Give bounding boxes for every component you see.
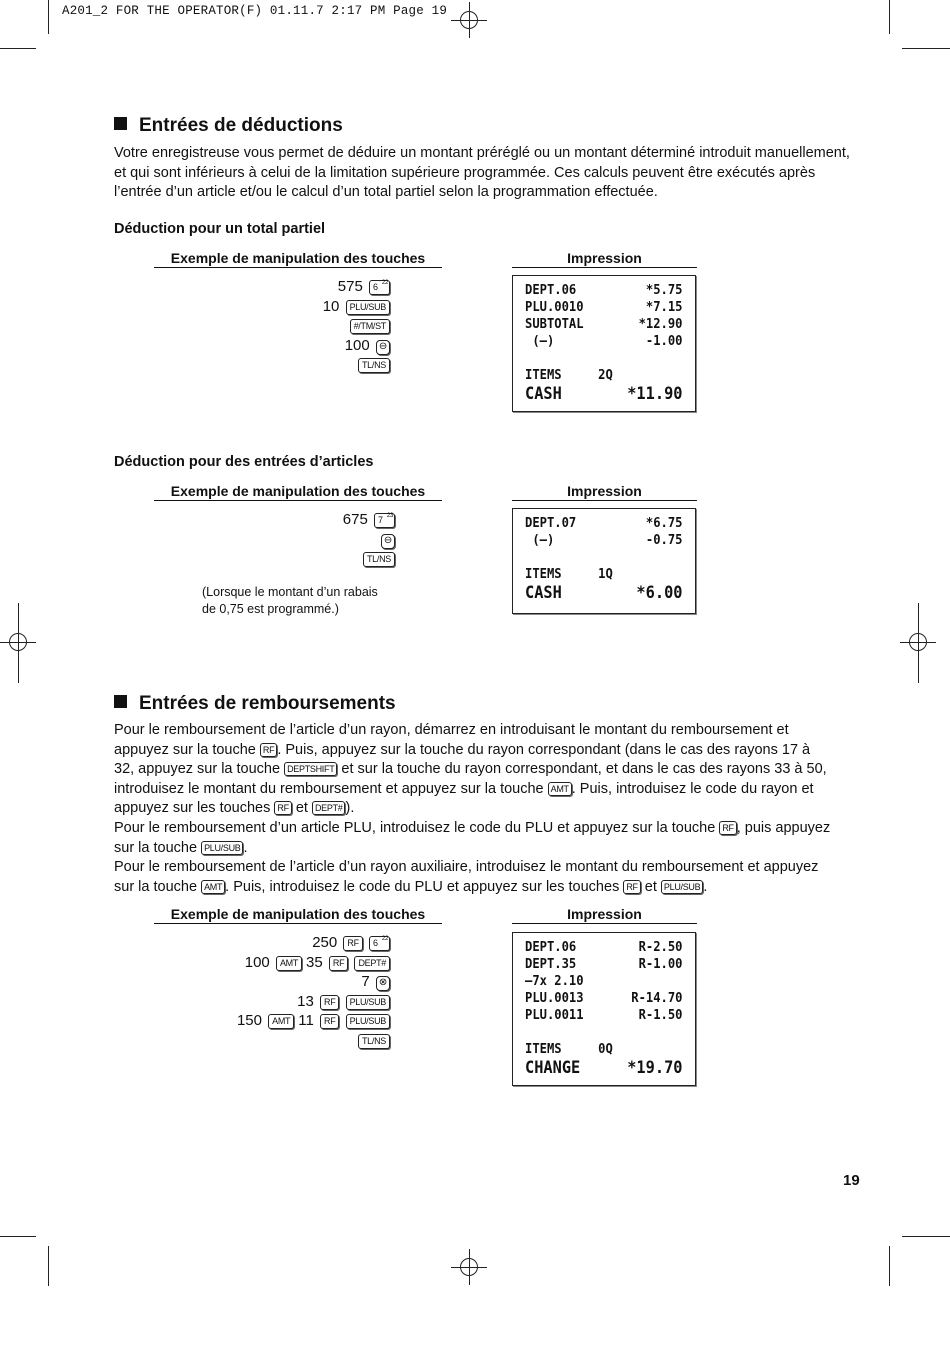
key-row [200, 1031, 390, 1051]
key-plu-sub-icon: PLU/SUB [346, 995, 390, 1010]
key-rf-icon: RF [329, 956, 348, 971]
crop-mark [889, 0, 890, 34]
receipt-value: R-1.00 [638, 956, 683, 972]
key-row [200, 297, 390, 317]
key-7-icon: 7 23 [374, 513, 395, 528]
receipt-label: DEPT.35 [525, 956, 577, 972]
key-sequence [200, 510, 395, 569]
key-6-icon: 6 22 [369, 936, 390, 951]
page-number: 19 [843, 1172, 860, 1189]
receipt-value: *6.00 [636, 583, 683, 603]
receipt-value: *5.75 [645, 282, 683, 298]
key-amt-icon: AMT [548, 782, 572, 796]
key-number: 11 [298, 1012, 314, 1030]
items-subtitle: Déduction pour des entrées d’articles [114, 454, 374, 470]
crop-mark [902, 48, 950, 49]
deductions-paragraph: Votre enregistreuse vous permet de déduire un montant préréglé ou un montant déterminé introduit manuellement, et qui sont inférieurs à celui de la limitation supérieure programmée. Ces calculs peuvent être exécutés après l’entrée d’un article et/ou le calcul d’un total partiel selon la programmation effectuée. [114, 145, 850, 201]
key-row [200, 933, 390, 953]
refund-p2: Pour le remboursement d’un article PLU, introduisez le code du PLU et appuyez sur la touche RF , puis appuyez sur la touche PLU/SUB . [114, 819, 831, 856]
receipt [512, 932, 696, 1086]
receipt-label: (–) [525, 333, 555, 349]
key-row [200, 530, 395, 550]
receipt-label: DEPT.07 [525, 515, 577, 531]
key-number: 250 [312, 934, 338, 951]
receipt-line [525, 1041, 683, 1058]
receipt-value: -1.00 [645, 333, 683, 349]
receipt-label: CHANGE [525, 1058, 581, 1078]
key---icon: ⊖ [376, 340, 390, 355]
key-number: 675 [342, 511, 368, 528]
crop-mark [48, 1246, 49, 1286]
key-number: 35 [306, 953, 323, 971]
key-number: 575 [337, 278, 363, 295]
subtotal-subtitle: Déduction pour un total partiel [114, 221, 326, 237]
key-tl-ns-icon: TL/NS [358, 1034, 390, 1049]
receipt-label: PLU.0010 [525, 299, 584, 315]
key-rf-icon: RF [343, 936, 362, 951]
receipt-line [525, 532, 683, 549]
key-row [200, 316, 390, 336]
receipt-value: -0.75 [645, 532, 683, 548]
keys-header: Exemple de manipulation des touches [154, 250, 442, 268]
key-sequence [200, 933, 390, 1051]
receipt-line [525, 990, 683, 1007]
square-bullet-icon [114, 695, 127, 708]
key-dept--icon: DEPT# [312, 801, 346, 815]
crop-mark [902, 1236, 950, 1237]
key---icon: ⊖ [381, 534, 395, 549]
key-amt-icon: AMT [276, 956, 302, 971]
key-number: 13 [297, 992, 314, 1010]
crop-mark [889, 1246, 890, 1286]
receipt-line [525, 367, 683, 384]
key-row [200, 1011, 390, 1031]
receipt [512, 508, 696, 614]
keys-header: Exemple de manipulation des touches [154, 906, 442, 924]
refund-p1: Pour le remboursement de l’article d’un rayon, démarrez en introduisant le montant du remboursement et appuyez sur la touche RF . Puis, appuyez sur la touche du rayon correspondant (dans le cas des rayons 17 à 32, appuyez sur la touche DEPTSHIFT et sur la touche du rayon correspondant, et dans le cas des rayons 33 à 50, introduisez le montant du remboursement et appuyez sur la touche AMT . Puis, introduisez le code du rayon et appuyez sur les touches RF et DEPT# ). [114, 722, 827, 817]
receipt-label: DEPT.06 [525, 939, 577, 955]
key--tm-st-icon: #/TM/ST [350, 319, 390, 334]
key-row [200, 549, 395, 569]
key-row [200, 953, 390, 973]
receipt-value: *19.70 [627, 1058, 683, 1078]
key-rf-icon: RF [320, 995, 339, 1010]
refund-p3: Pour le remboursement de l’article d’un rayon auxiliaire, introduisez le montant du remboursement et appuyez sur la touche AMT . Puis, introduisez le code du PLU et appuyez sur les touches RF et PLU/SUB . [114, 859, 819, 895]
deductions-title: Entrées de déductions [114, 115, 343, 137]
registration-mark-icon [4, 628, 32, 656]
key-dept--icon: DEPT# [354, 956, 390, 971]
key-number: 100 [244, 953, 270, 971]
receipt-label: ITEMS 2Q [525, 367, 613, 383]
receipt-value: R-14.70 [631, 990, 683, 1006]
key-amt-icon: AMT [201, 880, 225, 894]
receipt-line [525, 384, 683, 405]
print-header: Impression [512, 250, 697, 268]
receipt-label: PLU.0013 [525, 990, 584, 1006]
key-plu-sub-icon: PLU/SUB [661, 880, 703, 894]
key-sequence [200, 277, 390, 375]
key-rf-icon: RF [719, 821, 736, 835]
crop-mark [48, 0, 49, 34]
key-row [200, 992, 390, 1012]
key-tl-ns-icon: TL/NS [363, 552, 395, 567]
registration-mark-icon [455, 6, 483, 34]
key-amt-icon: AMT [268, 1014, 294, 1029]
discount-note: (Lorsque le montant d’un rabais de 0,75 est programmé.) [202, 585, 378, 616]
crop-mark [0, 48, 36, 49]
refunds-title: Entrées de remboursements [114, 693, 396, 715]
receipt-label: (–) [525, 532, 555, 548]
key-number: 100 [344, 336, 370, 354]
receipt-label: ITEMS 1Q [525, 566, 613, 582]
receipt-value: *11.90 [627, 384, 683, 404]
receipt-value: *7.15 [645, 299, 683, 315]
receipt-line [525, 583, 683, 604]
receipt [512, 275, 696, 412]
receipt-line [525, 566, 683, 583]
key-row [200, 336, 390, 356]
key-plu-sub-icon: PLU/SUB [201, 841, 243, 855]
receipt-label: ITEMS 0Q [525, 1041, 613, 1057]
print-header: Impression [512, 483, 697, 501]
receipt-label: CASH [525, 384, 562, 404]
receipt-line [525, 939, 683, 956]
key-plu-sub-icon: PLU/SUB [346, 1014, 390, 1029]
keys-header: Exemple de manipulation des touches [154, 483, 442, 501]
receipt-label: –7x 2.10 [525, 973, 584, 989]
refunds-paragraph [114, 721, 874, 897]
receipt-line [525, 1007, 683, 1024]
registration-mark-icon [455, 1253, 483, 1281]
key-plu-sub-icon: PLU/SUB [346, 300, 390, 315]
receipt-line [525, 299, 683, 316]
receipt-line [525, 316, 683, 333]
key-rf-icon: RF [274, 801, 291, 815]
receipt-value: R-2.50 [638, 939, 683, 955]
key-row [200, 510, 395, 530]
key-number: 10 [322, 297, 340, 315]
receipt-value: *12.90 [638, 316, 683, 332]
key-tl-ns-icon: TL/NS [358, 358, 390, 373]
key-6-icon: 6 22 [369, 280, 390, 295]
receipt-line [525, 282, 683, 299]
key-rf-icon: RF [320, 1014, 339, 1029]
key-row [200, 277, 390, 297]
print-header: Impression [512, 906, 697, 924]
key-deptshift-icon: DEPTSHIFT [284, 762, 337, 776]
receipt-line [525, 515, 683, 532]
key-rf-icon: RF [623, 880, 640, 894]
receipt-label: SUBTOTAL [525, 316, 584, 332]
file-header: A201_2 FOR THE OPERATOR(F) 01.11.7 2:17 PM Page 19 [62, 4, 448, 18]
receipt-line [525, 333, 683, 350]
key-row [200, 355, 390, 375]
key-row [200, 972, 390, 992]
registration-mark-icon [904, 628, 932, 656]
key---icon: ⊗ [376, 976, 390, 991]
receipt-line [525, 1058, 683, 1079]
crop-mark [0, 1236, 36, 1237]
receipt-label: CASH [525, 583, 562, 603]
receipt-value: *6.75 [645, 515, 683, 531]
key-rf-icon: RF [260, 743, 277, 757]
receipt-line [525, 956, 683, 973]
square-bullet-icon [114, 117, 127, 130]
key-number: 150 [236, 1012, 262, 1030]
receipt-line [525, 973, 683, 990]
receipt-value: R-1.50 [638, 1007, 683, 1023]
receipt-label: DEPT.06 [525, 282, 577, 298]
key-number: 7 [361, 973, 370, 991]
receipt-label: PLU.0011 [525, 1007, 584, 1023]
